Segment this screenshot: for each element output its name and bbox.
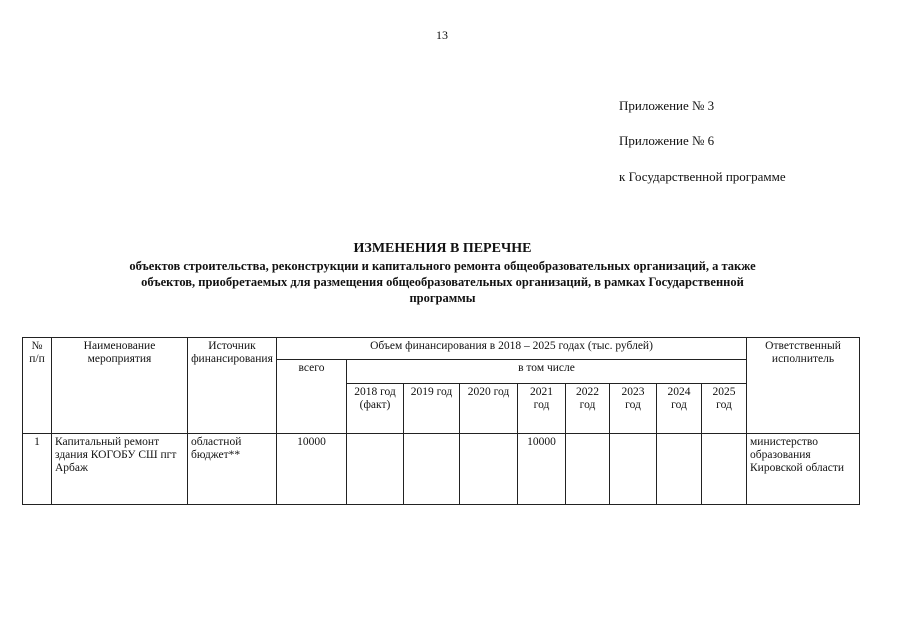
row-year-2023: [610, 434, 657, 505]
row-year-2024: [657, 434, 702, 505]
header-year-2018: 2018 год (факт): [347, 384, 404, 434]
header-name: Наименование мероприятия: [52, 338, 188, 434]
page-number: 13: [436, 28, 448, 42]
row-year-2020: [460, 434, 518, 505]
appendix-line-3: к Государственной программе: [619, 169, 786, 184]
row-year-2019: [404, 434, 460, 505]
row-year-2021: 10000: [518, 434, 566, 505]
appendix-line-1: Приложение № 3: [619, 98, 715, 113]
row-year-2018: [347, 434, 404, 505]
header-total: всего: [277, 360, 347, 434]
title-sub-line-1: объектов строительства, реконструкции и капитального ремонта общеобразовательных организаций, а также: [129, 259, 756, 273]
row-source: областной бюджет**: [188, 434, 277, 505]
title-sub-line-3: программы: [409, 291, 476, 305]
title-main: ИЗМЕНЕНИЯ В ПЕРЕЧНЕ: [353, 241, 532, 256]
row-num: 1: [23, 434, 52, 505]
header-year-2021: 2021 год: [518, 384, 566, 434]
row-responsible: министерство образования Кировской области: [747, 434, 860, 505]
row-year-2025: [702, 434, 747, 505]
title-sub-line-2: объектов, приобретаемых для размещения общеобразовательных организаций, в рамках Государственной: [141, 275, 744, 289]
header-year-2022: 2022 год: [566, 384, 610, 434]
table-row: [23, 434, 860, 505]
row-total: 10000: [277, 434, 347, 505]
document-title: [40, 240, 845, 306]
row-year-2022: [566, 434, 610, 505]
header-year-2024: 2024 год: [657, 384, 702, 434]
objects-table: [22, 337, 860, 505]
header-year-2019: 2019 год: [404, 384, 460, 434]
header-volume: Объем финансирования в 2018 – 2025 годах (тыс. рублей): [277, 338, 747, 360]
header-responsible: Ответственный исполнитель: [747, 338, 860, 434]
header-num: № п/п: [23, 338, 52, 434]
row-name: Капитальный ремонт здания КОГОБУ СШ пгт Арбаж: [52, 434, 188, 505]
header-year-2020: 2020 год: [460, 384, 518, 434]
header-year-2025: 2025 год: [702, 384, 747, 434]
header-source: Источник финансирования: [188, 338, 277, 434]
appendix-line-2: Приложение № 6: [619, 133, 715, 148]
header-including: в том числе: [347, 360, 747, 384]
header-year-2023: 2023 год: [610, 384, 657, 434]
